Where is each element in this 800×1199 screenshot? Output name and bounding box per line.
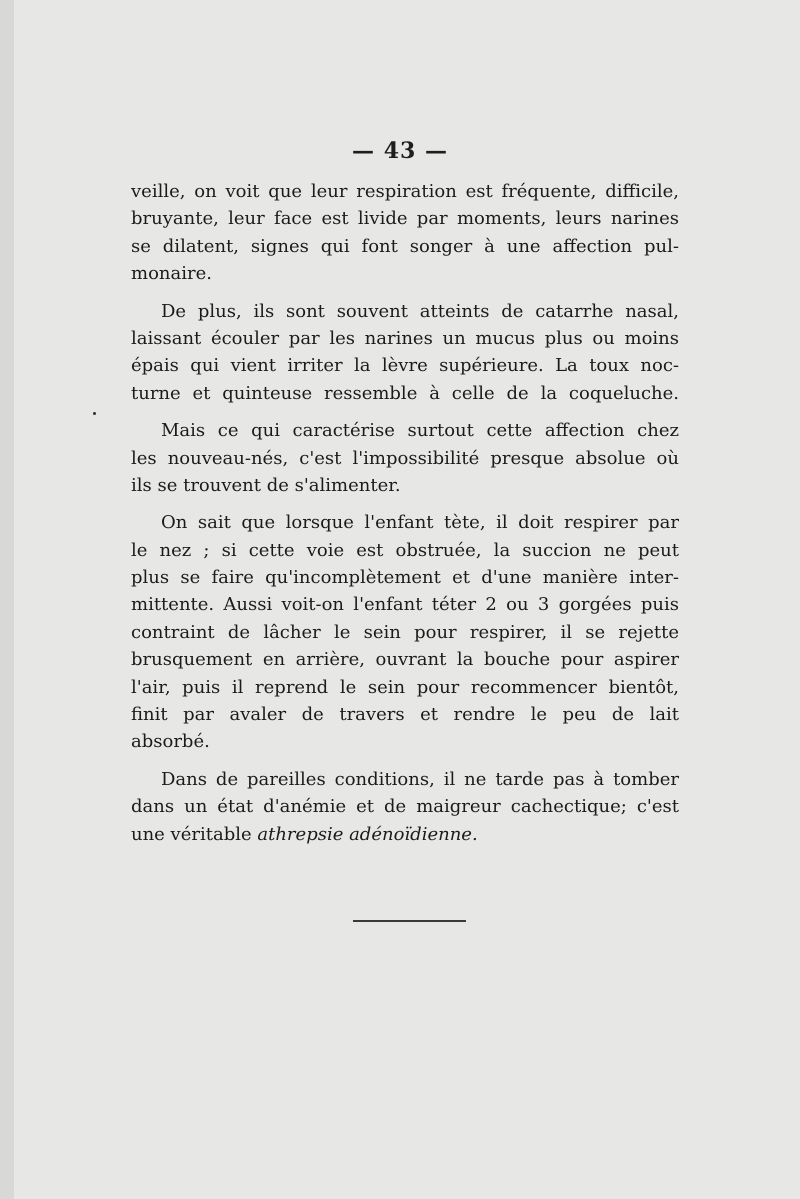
text-line: laissant écouler par les narines un mucus plus ou moins (131, 327, 679, 349)
text-line: mittente. Aussi voit-on l'enfant téter 2 ou 3 gorgées puis (131, 594, 679, 616)
text-line: Dans de pareilles conditions, il ne tarde pas à tomber (161, 768, 679, 790)
paragraph-1 (131, 178, 679, 288)
body-text (131, 178, 679, 858)
paragraph-5 (131, 766, 679, 848)
section-divider (353, 920, 466, 922)
text-line: monaire. (131, 263, 212, 285)
text-line: turne et quinteuse ressemble à celle de la coqueluche. (131, 382, 679, 404)
paragraph-3 (131, 417, 679, 499)
text-line: ils se trouvent de s'alimenter. (131, 474, 401, 496)
text-line: se dilatent, signes qui font songer à une affection pul- (131, 235, 679, 257)
text-line: le nez ; si cette voie est obstruée, la succion ne peut (131, 539, 679, 561)
text-line: les nouveau-nés, c'est l'impossibilité presque absolue où (131, 447, 679, 469)
text-line: De plus, ils sont souvent atteints de catarrhe nasal, (161, 300, 679, 322)
text-line: brusquement en arrière, ouvrant la bouche pour aspirer (131, 649, 679, 671)
stray-mark (93, 412, 96, 415)
text-line: dans un état d'anémie et de maigreur cachectique; c'est (131, 796, 679, 818)
text-line: absorbé. (131, 731, 210, 753)
text-line: l'air, puis il reprend le sein pour recommencer bientôt, (131, 676, 679, 698)
text-line: plus se faire qu'incomplètement et d'une manière inter- (131, 567, 679, 589)
text-line: contraint de lâcher le sein pour respirer, il se rejette (131, 621, 679, 643)
text-line: Mais ce qui caractérise surtout cette affection chez (161, 420, 679, 442)
paragraph-2 (131, 298, 679, 408)
text-line-final (131, 821, 679, 848)
paragraph-4 (131, 509, 679, 756)
page-number: — 43 — (352, 138, 448, 164)
text-line: On sait que lorsque l'enfant tète, il doit respirer par (161, 512, 679, 534)
italic-term: athrepsie adénoïdienne. (257, 823, 478, 845)
text-line-prefix: une véritable (131, 823, 258, 845)
text-line: veille, on voit que leur respiration est fréquente, difficile, (131, 181, 679, 202)
text-line: épais qui vient irriter la lèvre supérieure. La toux noc- (131, 355, 679, 377)
text-line: finit par avaler de travers et rendre le peu de lait (131, 704, 679, 726)
text-line: bruyante, leur face est livide par moments, leurs narines (131, 208, 679, 230)
